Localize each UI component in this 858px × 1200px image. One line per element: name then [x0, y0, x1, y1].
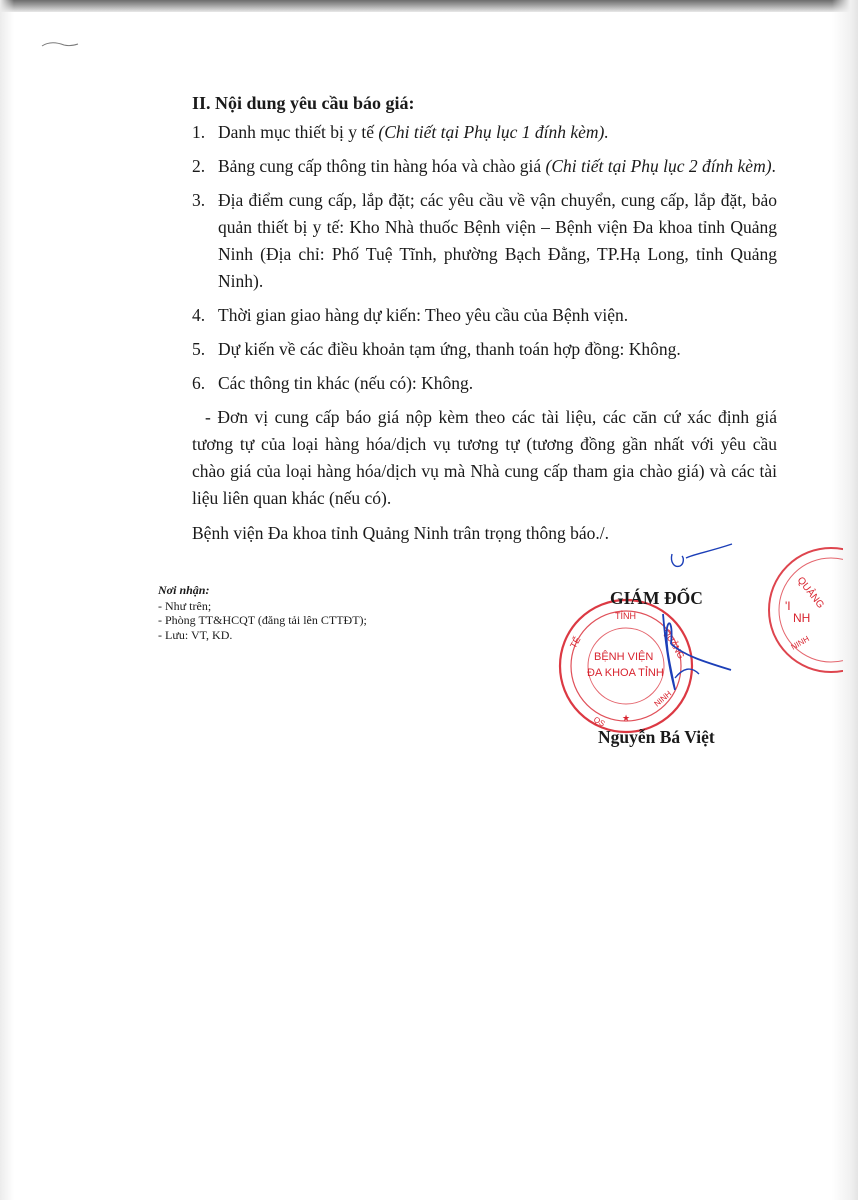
- list-item: [192, 187, 777, 295]
- recipients-title: Nơi nhận:: [158, 583, 210, 597]
- list-item-number: 5.: [192, 339, 206, 359]
- list-item-number: 2.: [192, 156, 206, 176]
- svg-text:'I: 'I: [785, 599, 791, 613]
- list-item: [192, 119, 777, 146]
- scan-top-edge: [0, 0, 858, 12]
- list-item-text: Danh mục thiết bị y tế (Chi tiết tại Phụ lục 1 đính kèm).: [218, 122, 609, 142]
- list-item: [192, 302, 777, 329]
- svg-text:NINH: NINH: [789, 634, 811, 652]
- svg-text:★: ★: [622, 714, 631, 724]
- list-item-number: 4.: [192, 305, 206, 325]
- list-item-text: Các thông tin khác (nếu có): Không.: [218, 373, 474, 393]
- list-item-number: 6.: [192, 373, 206, 393]
- svg-text:QUẢNG: QUẢNG: [661, 627, 687, 661]
- recipient-line: - Lưu: VT, KD.: [158, 627, 233, 642]
- list-item: [192, 370, 777, 397]
- signer-name: Nguyễn Bá Việt: [598, 727, 715, 747]
- list-item-text: Thời gian giao hàng dự kiến: Theo yêu cầu của Bệnh viện.: [218, 305, 629, 325]
- svg-text:QUẢNG: QUẢNG: [794, 575, 826, 611]
- scan-left-edge: [0, 0, 14, 1200]
- svg-text:BỆNH VIỆN: BỆNH VIỆN: [594, 651, 654, 663]
- svg-text:TẾ: TẾ: [568, 635, 583, 650]
- svg-text:NH: NH: [793, 611, 811, 625]
- signature-title: GIÁM ĐỐC: [610, 588, 703, 608]
- recipient-line: - Như trên;: [158, 598, 212, 613]
- recipients-block: [158, 583, 367, 642]
- recipient-line: - Phòng TT&HCQT (đăng tải lên CTTĐT);: [158, 613, 367, 627]
- document-body: [192, 90, 777, 547]
- list-item: [192, 336, 777, 363]
- list-item: [192, 153, 777, 180]
- list-item-text: Bảng cung cấp thông tin hàng hóa và chào giá (Chi tiết tại Phụ lục 2 đính kèm).: [218, 156, 776, 176]
- list-item-text: Địa điểm cung cấp, lắp đặt; các yêu cầu về vận chuyển, cung cấp, lắp đặt, bảo quản thiết bị y tế: Kho Nhà thuốc Bệnh viện – Bệnh viện Đa khoa tỉnh Quảng Ninh (Địa chỉ: Phố Tuệ Tĩnh, phường Bạch Đằng, TP.Hạ Long, tỉnh Quảng Ninh).: [218, 190, 777, 291]
- partial-stamp: [763, 540, 843, 680]
- svg-text:ĐA KHOA TỈNH: ĐA KHOA TỈNH: [587, 667, 664, 679]
- svg-text:QS: QS: [592, 714, 607, 729]
- attachment-note: - Đơn vị cung cấp báo giá nộp kèm theo các tài liệu, các căn cứ xác định giá tương tự của loại hàng hóa/dịch vụ tương tự (tương đồng gần nhất với yêu cầu chào giá của loại hàng hóa/dịch vụ mà Nhà cung cấp tham gia chào giá) và các tài liệu liên quan khác (nếu có).: [192, 407, 777, 508]
- section-title: II. Nội dung yêu cầu báo giá:: [192, 93, 415, 113]
- svg-text:NINH: NINH: [652, 689, 674, 709]
- scan-artifact-mark: [40, 40, 80, 50]
- requirements-list: [192, 119, 777, 397]
- list-item-text: Dự kiến về các điều khoản tạm ứng, thanh toán hợp đồng: Không.: [218, 339, 681, 359]
- handwritten-initial: [668, 540, 736, 574]
- list-item-number: 1.: [192, 122, 206, 142]
- signature-stroke: [655, 608, 735, 698]
- closing-statement: Bệnh viện Đa khoa tỉnh Quảng Ninh trân trọng thông báo./.: [192, 523, 610, 543]
- svg-text:TỈNH: TỈNH: [615, 611, 636, 621]
- list-item-number: 3.: [192, 190, 206, 210]
